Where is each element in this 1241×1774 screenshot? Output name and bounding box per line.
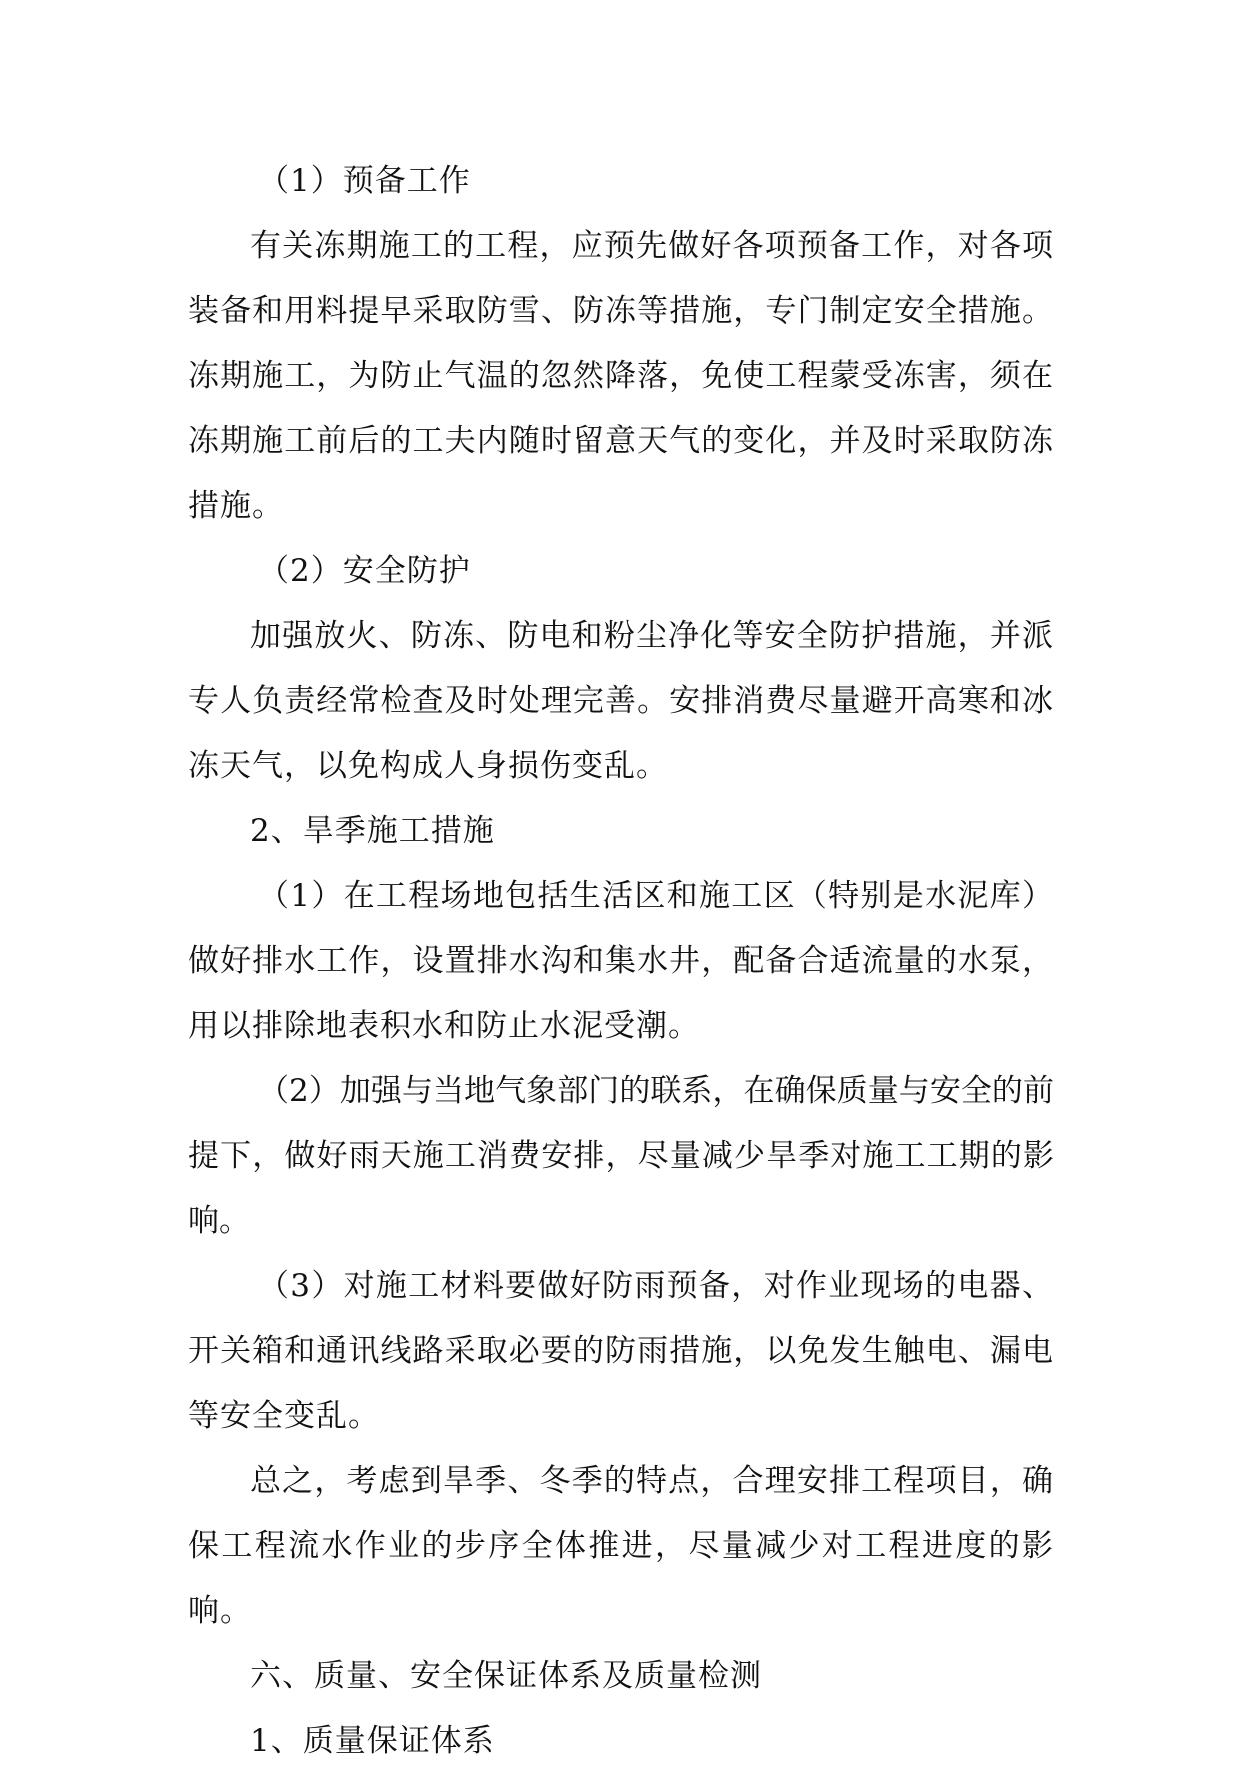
paragraph-winter-preparation: 有关冻期施工的工程，应预先做好各项预备工作，对各项装备和用料提早采取防雪、防冻等措施，专门制定安全措施。冻期施工，为防止气温的忽然降落，免使工程蒙受冻害，须在冻期施工前后的工夫内随时留意天气的变化，并及时采取防冻措施。 bbox=[188, 228, 1054, 524]
subheading-preparation: （1）预备工作 bbox=[258, 163, 471, 199]
paragraph-drainage: （1）在工程场地包括生活区和施工区（特别是水泥库）做好排水工作，设置排水沟和集水井，配备合适流量的水泵，用以排除地表积水和防止水泥受潮。 bbox=[188, 878, 1054, 1044]
heading-quality-safety-system: 六、质量、安全保证体系及质量检测 bbox=[250, 1658, 762, 1694]
paragraph-safety-protection: 加强放火、防冻、防电和粉尘净化等安全防护措施，并派专人负责经常检查及时处理完善。安排消费尽量避开高寒和冰冻天气，以免构成人身损伤变乱。 bbox=[188, 618, 1054, 784]
subheading-safety-protection: （2）安全防护 bbox=[258, 553, 471, 589]
heading-dry-season-measures: 2、旱季施工措施 bbox=[250, 813, 495, 849]
paragraph-weather-liaison: （2）加强与当地气象部门的联系，在确保质量与安全的前提下，做好雨天施工消费安排，尽量减少旱季对施工工期的影响。 bbox=[188, 1073, 1054, 1239]
heading-quality-assurance: 1、质量保证体系 bbox=[250, 1723, 495, 1759]
paragraph-rain-protection: （3）对施工材料要做好防雨预备，对作业现场的电器、开关箱和通讯线路采取必要的防雨措施，以免发生触电、漏电等安全变乱。 bbox=[188, 1268, 1054, 1434]
paragraph-summary: 总之，考虑到旱季、冬季的特点，合理安排工程项目，确保工程流水作业的步序全体推进，尽量减少对工程进度的影响。 bbox=[188, 1463, 1054, 1629]
document-body bbox=[188, 149, 1054, 1774]
